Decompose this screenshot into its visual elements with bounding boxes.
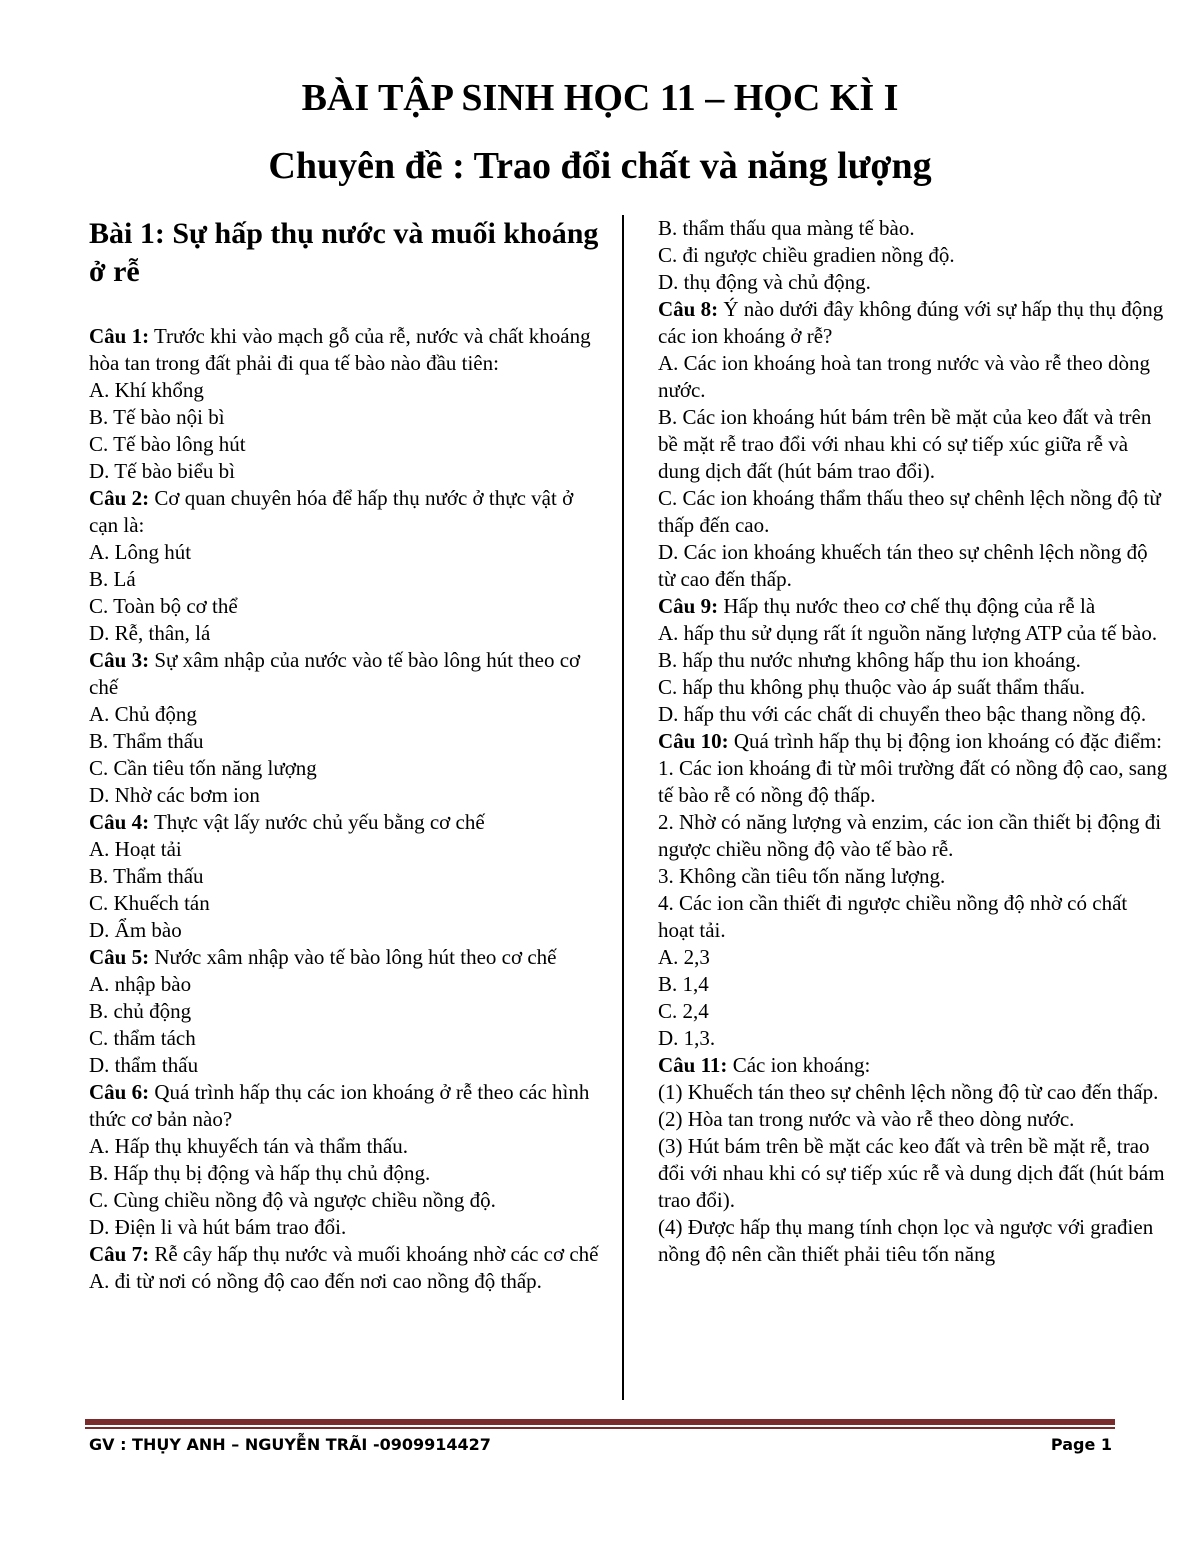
question-stem — [658, 1052, 1168, 1079]
answer-line — [658, 1079, 1168, 1106]
answer-line — [89, 539, 604, 566]
line-text: Khí khổng — [109, 378, 204, 402]
line-text: Các ion khoáng thẩm thấu theo sự chênh lệch nồng độ từ thấp đến cao. — [658, 486, 1161, 537]
question-stem — [89, 647, 604, 701]
line-text: (4) Được hấp thụ mang tính chọn lọc và ngược với građien nồng độ nên cần thiết phải tiêu tốn năng — [658, 1215, 1154, 1266]
answer-line — [89, 1214, 604, 1241]
option-label: B. — [658, 405, 678, 429]
footer-rule-thick — [85, 1419, 1115, 1425]
answer-line — [658, 485, 1168, 539]
question-stem — [89, 1079, 604, 1133]
left-question-list — [89, 323, 604, 1295]
answer-line — [658, 944, 1168, 971]
line-text: hấp thu với các chất di chuyển theo bậc thang nồng độ. — [678, 702, 1147, 726]
answer-line — [658, 1214, 1168, 1268]
answer-line — [89, 1025, 604, 1052]
line-text: (1) Khuếch tán theo sự chênh lệch nồng độ từ cao đến thấp. — [658, 1080, 1159, 1104]
right-column — [658, 215, 1168, 1268]
answer-line — [658, 269, 1168, 296]
line-text: 2,4 — [677, 999, 709, 1023]
line-text: Sự xâm nhập của nước vào tế bào lông hút theo cơ chế — [89, 648, 581, 699]
line-text: hấp thu nước nhưng không hấp thu ion khoáng. — [677, 648, 1081, 672]
line-text: đi ngược chiều gradien nồng độ. — [677, 243, 955, 267]
option-label: B. — [89, 1161, 109, 1185]
right-question-list — [658, 215, 1168, 1268]
document-subtitle: Chuyên đề : Trao đổi chất và năng lượng — [268, 145, 932, 187]
option-label: C. — [658, 486, 678, 510]
answer-line — [658, 350, 1168, 404]
answer-line — [89, 701, 604, 728]
line-text: Thẩm thấu — [108, 729, 204, 753]
line-text: Thẩm thấu — [108, 864, 204, 888]
answer-line — [89, 890, 604, 917]
option-label: B. — [658, 972, 678, 996]
answer-line — [658, 998, 1168, 1025]
line-text: Trước khi vào mạch gỗ của rễ, nước và chất khoáng hòa tan trong đất phải đi qua tế bào nào đầu tiên: — [89, 324, 591, 375]
question-stem — [89, 485, 604, 539]
answer-line — [89, 431, 604, 458]
answer-line — [658, 809, 1168, 863]
line-text: Hoạt tải — [109, 837, 182, 861]
option-label: D. — [89, 621, 110, 645]
answer-line — [89, 728, 604, 755]
option-label: B. — [658, 216, 678, 240]
answer-line — [658, 971, 1168, 998]
option-label: A. — [89, 702, 110, 726]
answer-line — [89, 593, 604, 620]
line-text: 2,3 — [678, 945, 710, 969]
question-stem — [658, 296, 1168, 350]
footer-author: GV : THỤY ANH – NGUYỄN TRÃI -0909914427 — [89, 1435, 491, 1454]
line-text: Cần tiêu tốn năng lượng — [108, 756, 317, 780]
question-stem — [658, 593, 1168, 620]
line-text: thẩm thấu — [109, 1053, 199, 1077]
option-label: B. — [89, 999, 109, 1023]
option-label: A. — [658, 621, 679, 645]
line-text: Quá trình hấp thụ các ion khoáng ở rễ theo các hình thức cơ bản nào? — [89, 1080, 590, 1131]
line-text: 4. Các ion cần thiết đi ngược chiều nồng độ nhờ có chất hoạt tải. — [658, 891, 1128, 942]
option-label: C. — [89, 432, 109, 456]
page-number: Page 1 — [1050, 1435, 1112, 1454]
line-text: Lông hút — [109, 540, 192, 564]
line-text: 2. Nhờ có năng lượng và enzim, các ion cần thiết bị động đi ngược chiều nồng độ vào tế bào rễ. — [658, 810, 1162, 861]
line-text: Hấp thụ nước theo cơ chế thụ động của rễ là — [718, 594, 1096, 618]
option-label: B. — [89, 567, 109, 591]
line-text: Hấp thụ khuyếch tán và thẩm thấu. — [109, 1134, 409, 1158]
option-label: D. — [89, 459, 110, 483]
option-label: B. — [658, 648, 678, 672]
option-label: D. — [89, 1215, 110, 1239]
line-text: Ý nào dưới đây không đúng với sự hấp thụ thụ động các ion khoáng ở rễ? — [658, 297, 1164, 348]
option-label: C. — [89, 594, 109, 618]
question-label: Câu 4: — [89, 810, 150, 834]
option-label: A. — [89, 540, 110, 564]
option-label: D. — [658, 1026, 679, 1050]
answer-line — [89, 971, 604, 998]
document-title: BÀI TẬP SINH HỌC 11 – HỌC KÌ I — [301, 77, 899, 119]
answer-line — [658, 701, 1168, 728]
line-text: Quá trình hấp thụ bị động ion khoáng có đặc điểm: — [728, 729, 1162, 753]
line-text: Cùng chiều nồng độ và ngược chiều nồng độ. — [108, 1188, 496, 1212]
option-label: D. — [658, 270, 679, 294]
line-text: Cơ quan chuyên hóa để hấp thụ nước ở thực vật ở cạn là: — [89, 486, 574, 537]
question-stem — [89, 809, 604, 836]
line-text: đi từ nơi có nồng độ cao đến nơi cao nồng độ thấp. — [109, 1269, 542, 1293]
line-text: Điện li và hút bám trao đổi. — [109, 1215, 347, 1239]
question-label: Câu 7: — [89, 1242, 150, 1266]
option-label: B. — [89, 405, 109, 429]
line-text: Tế bào biểu bì — [109, 459, 236, 483]
option-label: A. — [89, 972, 110, 996]
line-text: Các ion khoáng hút bám trên bề mặt của keo đất và trên bề mặt rễ trao đổi với nhau khi có sự tiếp xúc giữa rễ và dung dịch đất (hút bám trao đổi). — [658, 405, 1152, 483]
question-label: Câu 11: — [658, 1053, 728, 1077]
line-text: 1,3. — [678, 1026, 716, 1050]
line-text: Chủ động — [109, 702, 197, 726]
option-label: C. — [89, 1026, 109, 1050]
answer-line — [658, 674, 1168, 701]
line-text: 1,4 — [677, 972, 709, 996]
answer-line — [89, 836, 604, 863]
line-text: Nhờ các bơm ion — [109, 783, 260, 807]
answer-line — [89, 998, 604, 1025]
line-text: nhập bào — [109, 972, 192, 996]
line-text: hấp thu sử dụng rất ít nguồn năng lượng ATP của tế bào. — [678, 621, 1158, 645]
line-text: Nước xâm nhập vào tế bào lông hút theo cơ chế — [149, 945, 557, 969]
option-label: C. — [89, 891, 109, 915]
line-text: Ẩm bào — [109, 918, 182, 942]
option-label: B. — [89, 864, 109, 888]
answer-line — [89, 1160, 604, 1187]
line-text: hấp thu không phụ thuộc vào áp suất thẩm thấu. — [677, 675, 1085, 699]
option-label: C. — [658, 243, 678, 267]
line-text: thụ động và chủ động. — [678, 270, 871, 294]
line-text: Lá — [108, 567, 136, 591]
line-text: 1. Các ion khoáng đi từ môi trường đất có nồng độ cao, sang tế bào rễ có nồng độ thấp. — [658, 756, 1168, 807]
question-stem — [658, 728, 1168, 755]
question-label: Câu 1: — [89, 324, 150, 348]
option-label: A. — [658, 351, 679, 375]
line-text: Hấp thụ bị động và hấp thụ chủ động. — [108, 1161, 431, 1185]
option-label: C. — [658, 999, 678, 1023]
option-label: A. — [658, 945, 679, 969]
answer-line — [89, 1187, 604, 1214]
answer-line — [89, 1268, 604, 1295]
line-text: Toàn bộ cơ thể — [108, 594, 238, 618]
line-text: Các ion khoáng khuếch tán theo sự chênh lệch nồng độ từ cao đến thấp. — [658, 540, 1148, 591]
line-text: chủ động — [108, 999, 192, 1023]
answer-line — [89, 917, 604, 944]
answer-line — [658, 863, 1168, 890]
line-text: thẩm tách — [108, 1026, 196, 1050]
line-text: Rễ cây hấp thụ nước và muối khoáng nhờ các cơ chế — [149, 1242, 599, 1266]
line-text: Tế bào nội bì — [108, 405, 225, 429]
answer-line — [89, 458, 604, 485]
line-text: (2) Hòa tan trong nước và vào rễ theo dòng nước. — [658, 1107, 1075, 1131]
line-text: Tế bào lông hút — [108, 432, 246, 456]
option-label: A. — [89, 378, 110, 402]
question-label: Câu 9: — [658, 594, 719, 618]
question-stem — [89, 323, 604, 377]
answer-line — [658, 215, 1168, 242]
line-text: (3) Hút bám trên bề mặt các keo đất và trên bề mặt rễ, trao đổi với nhau khi có sự tiếp xúc rễ và dung dịch đất (hút bám trao đổi). — [658, 1134, 1165, 1212]
question-label: Câu 2: — [89, 486, 150, 510]
option-label: A. — [89, 837, 110, 861]
line-text: Thực vật lấy nước chủ yếu bằng cơ chế — [149, 810, 485, 834]
line-text: Khuếch tán — [108, 891, 210, 915]
answer-line — [658, 890, 1168, 944]
question-label: Câu 8: — [658, 297, 719, 321]
question-label: Câu 3: — [89, 648, 150, 672]
answer-line — [658, 1025, 1168, 1052]
option-label: C. — [89, 756, 109, 780]
answer-line — [658, 620, 1168, 647]
option-label: D. — [658, 540, 679, 564]
line-text: Các ion khoáng hoà tan trong nước và vào rễ theo dòng nước. — [658, 351, 1150, 402]
answer-line — [658, 1106, 1168, 1133]
answer-line — [89, 755, 604, 782]
line-text: Rễ, thân, lá — [109, 621, 211, 645]
footer-rule-thin — [85, 1427, 1115, 1429]
answer-line — [658, 755, 1168, 809]
column-divider — [622, 215, 624, 1400]
answer-line — [89, 1133, 604, 1160]
line-text: thẩm thấu qua màng tế bào. — [677, 216, 915, 240]
option-label: A. — [89, 1134, 110, 1158]
option-label: D. — [89, 783, 110, 807]
answer-line — [89, 620, 604, 647]
option-label: D. — [658, 702, 679, 726]
option-label: B. — [89, 729, 109, 753]
lesson-heading: Bài 1: Sự hấp thụ nước và muối khoáng ở rễ — [89, 217, 599, 288]
question-label: Câu 5: — [89, 945, 150, 969]
option-label: A. — [89, 1269, 110, 1293]
option-label: D. — [89, 918, 110, 942]
answer-line — [658, 404, 1168, 485]
answer-line — [658, 539, 1168, 593]
answer-line — [89, 377, 604, 404]
question-label: Câu 6: — [89, 1080, 150, 1104]
option-label: C. — [658, 675, 678, 699]
option-label: C. — [89, 1188, 109, 1212]
answer-line — [89, 404, 604, 431]
answer-line — [658, 647, 1168, 674]
answer-line — [89, 566, 604, 593]
answer-line — [658, 1133, 1168, 1214]
option-label: D. — [89, 1053, 110, 1077]
question-stem — [89, 1241, 604, 1268]
question-stem — [89, 944, 604, 971]
answer-line — [89, 1052, 604, 1079]
answer-line — [658, 242, 1168, 269]
question-label: Câu 10: — [658, 729, 729, 753]
line-text: Các ion khoáng: — [727, 1053, 871, 1077]
line-text: 3. Không cần tiêu tốn năng lượng. — [658, 864, 946, 888]
left-column — [89, 215, 604, 1295]
answer-line — [89, 782, 604, 809]
answer-line — [89, 863, 604, 890]
